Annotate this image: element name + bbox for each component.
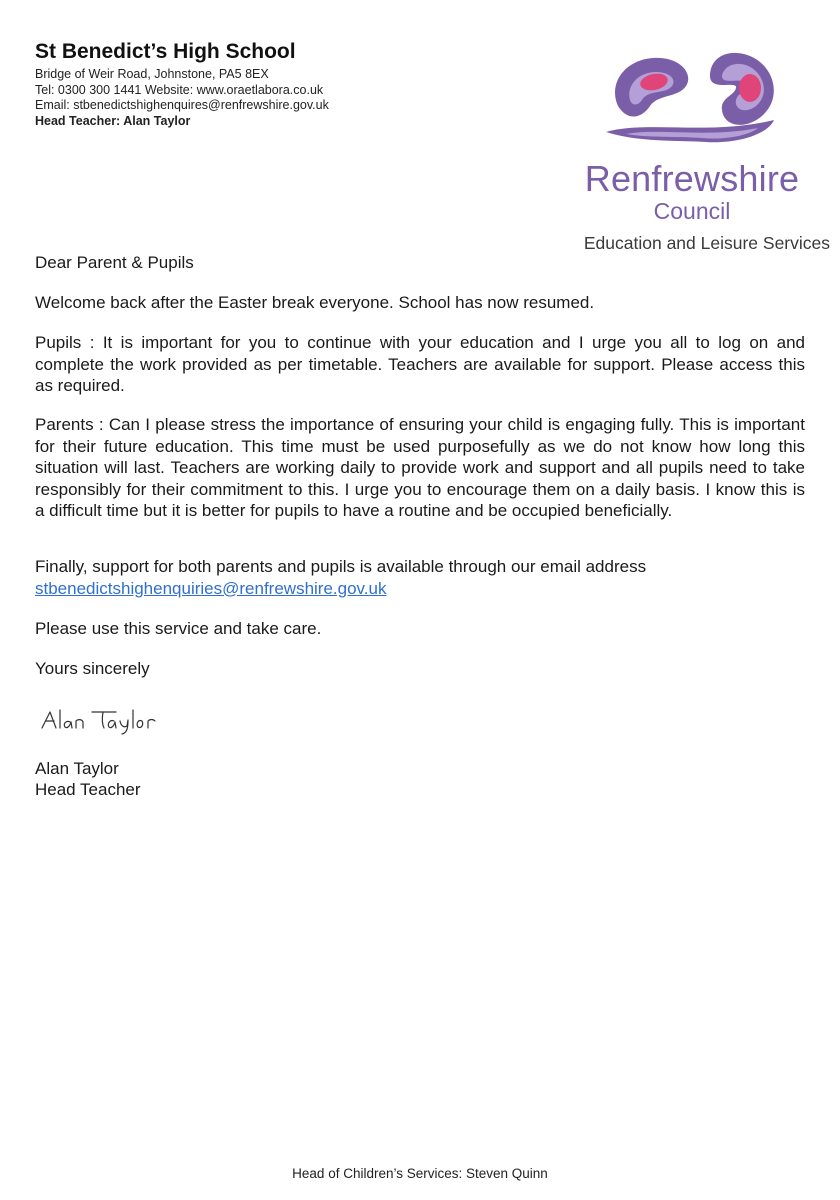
- council-logo-icon: [598, 36, 788, 156]
- page-footer: Head of Children’s Services: Steven Quinn: [292, 1166, 548, 1181]
- closing-request: Please use this service and take care.: [35, 619, 322, 638]
- parents-paragraph: Parents : Can I please stress the importance of ensuring your child is engaging fully. This is important for their future education. This time must be used purposefully as we do not know how long this situation will last. Teachers are working daily to provide work and support and all pupils need to take responsibly for their commitment to this. I urge you to encourage them on a daily basis. I know this is a difficult time but it is better for pupils to have a routine and be occupied beneficially.: [35, 415, 805, 520]
- council-department: Education and Leisure Services: [583, 233, 830, 253]
- support-email-link[interactable]: stbenedictshighenquiries@renfrewshire.gov.uk: [35, 578, 387, 598]
- school-email: Email: stbenedictshighenquires@renfrewshire.gov.uk: [35, 98, 329, 112]
- sign-off: Yours sincerely: [35, 659, 150, 678]
- support-paragraph: [35, 556, 805, 599]
- school-contact: Tel: 0300 300 1441 Website: www.oraetlabora.co.uk: [35, 82, 324, 97]
- school-name: St Benedict’s High School: [35, 40, 296, 63]
- support-text: Finally, support for both parents and pupils is available through our email address: [35, 557, 647, 576]
- council-logo-title: Renfrewshire: [584, 158, 800, 199]
- council-logo-subtitle: Council: [653, 198, 731, 224]
- handwritten-signature: [40, 706, 170, 736]
- head-teacher-line: Head Teacher: Alan Taylor: [35, 113, 191, 128]
- signer-name: Alan Taylor: [35, 759, 119, 778]
- welcome-paragraph: Welcome back after the Easter break everyone. School has now resumed.: [35, 293, 595, 312]
- signer-title: Head Teacher: [35, 780, 141, 799]
- council-logo: [540, 36, 830, 253]
- pupils-paragraph: Pupils : It is important for you to continue with your education and I urge you all to log on and complete the work provided as per timetable. Teachers are available for support. Please access this as required.: [35, 333, 805, 395]
- school-address: Bridge of Weir Road, Johnstone, PA5 8EX: [35, 67, 269, 81]
- letter-greeting: Dear Parent & Pupils: [35, 253, 194, 272]
- school-header: [35, 40, 475, 129]
